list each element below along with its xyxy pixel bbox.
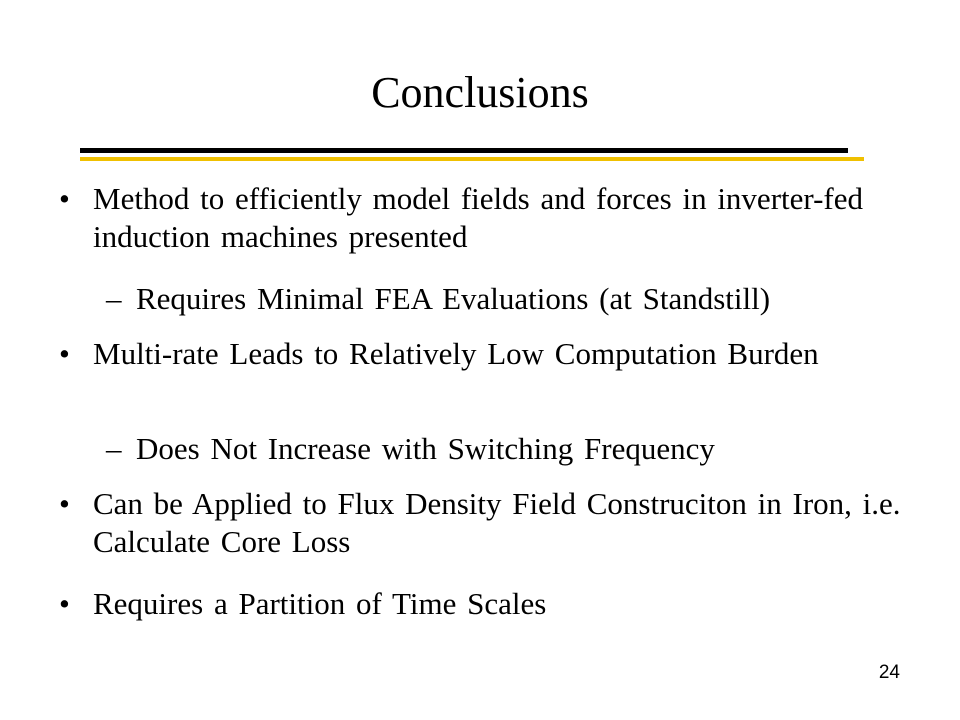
bullet-text: Requires a Partition of Time Scales	[93, 586, 547, 621]
bullet-item	[59, 335, 903, 373]
bullet-text: Multi-rate Leads to Relatively Low Computation Burden	[93, 336, 819, 371]
bullet-text: Can be Applied to Flux Density Field Construciton in Iron, i.e. Calculate Core Loss	[93, 486, 901, 559]
sub-bullet-text: Requires Minimal FEA Evaluations (at Standstill)	[136, 281, 771, 316]
slide-title: Conclusions	[371, 68, 589, 117]
bullet-item	[59, 485, 903, 561]
bullet-item	[59, 180, 903, 256]
bullet-marker: •	[59, 586, 70, 621]
dash-marker: –	[106, 281, 122, 316]
bullet-marker: •	[59, 336, 70, 371]
sub-bullet-item	[106, 430, 906, 468]
sub-bullet-text: Does Not Increase with Switching Frequency	[136, 431, 715, 466]
bullet-item	[59, 585, 903, 623]
dash-marker: –	[106, 431, 122, 466]
sub-bullet-item	[106, 280, 906, 318]
bullet-marker: •	[59, 486, 70, 521]
bullet-text: Method to efficiently model fields and forces in inverter-fed induction machines presented	[93, 181, 863, 254]
page-number: 24	[878, 662, 900, 683]
bullet-marker: •	[59, 181, 70, 216]
